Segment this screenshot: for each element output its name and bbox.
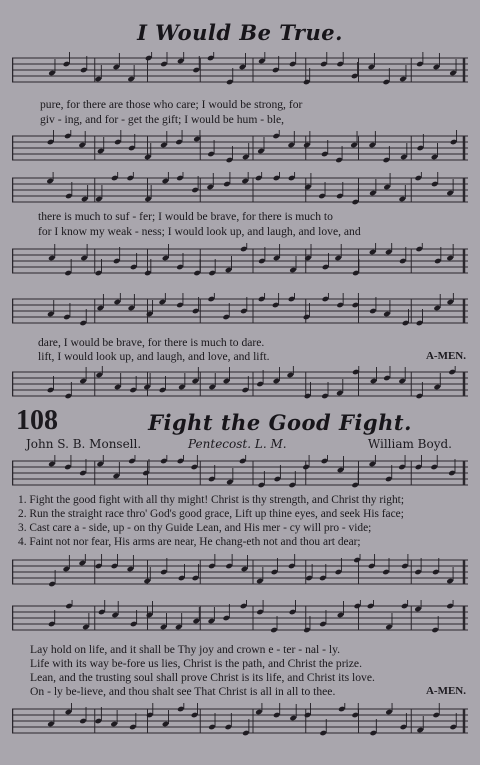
verse-2-line: Life with its way be-fore us lies, Christ is the path, and Christ the prize.	[30, 657, 362, 670]
amen-label: A-MEN.	[425, 685, 466, 697]
lyric-line: there is much to suf - fer; I would be brave, for there is much to	[38, 210, 333, 223]
author-credit: John S. B. Monsell.	[26, 437, 142, 451]
staff-bass-4	[12, 554, 468, 592]
lyric-line: giv - ing, and for - get the gift; I would be hum - ble,	[40, 113, 285, 126]
verse-3-line: Lean, and the trusting soul shall prove Christ is its life, and Christ its love.	[30, 671, 375, 684]
staff-bass-3	[12, 366, 468, 404]
verse-1-line: Lay hold on life, and it shall be Thy joy and crown e - ter - nal - ly.	[30, 643, 341, 656]
staff-treble-4	[12, 455, 468, 493]
verse-3-line: 3. Cast care a - side, up - on thy Guide Lean, and His mer - cy will pro - vide;	[18, 522, 372, 534]
lyric-line: dare, I would be brave, for there is much to dare.	[38, 336, 265, 349]
staff-treble-5	[12, 600, 468, 638]
staff-treble-2	[12, 172, 468, 210]
staff-bass-2	[12, 243, 468, 281]
staff-bass-5	[12, 703, 468, 741]
hymn-credits	[0, 437, 480, 455]
lyric-line: lift, I would look up, and laugh, and love, and lift.	[38, 350, 270, 363]
composer-credit: William Boyd.	[367, 437, 452, 451]
song-title-i-would-be-true: I Would Be True.	[137, 20, 343, 45]
hymn-number: 108	[16, 405, 58, 436]
lyric-line: for I know my weak - ness; I would look up, and laugh, and love, and	[38, 225, 361, 238]
verse-4-line: 4. Faint not nor fear, His arms are near, He chang-eth not and thou art dear;	[18, 536, 361, 548]
song-title-fight-the-good-fight: Fight the Good Fight.	[148, 410, 412, 435]
amen-label: A-MEN.	[425, 350, 466, 362]
tune-credit: Pentecost. L. M.	[188, 437, 287, 451]
verse-1-line: 1. Fight the good fight with all thy might! Christ is thy strength, and Christ thy right;	[18, 494, 405, 506]
staff-treble-1	[12, 52, 468, 90]
staff-treble-3	[12, 293, 468, 331]
verse-4-line: On - ly be-lieve, and thou shalt see That Christ is all in all to thee.	[30, 685, 336, 698]
verse-2-line: 2. Run the straight race thro' God's good grace, Lift up thine eyes, and seek His face;	[18, 508, 404, 520]
staff-bass-1	[12, 130, 468, 168]
lyric-line: pure, for there are those who care; I would be strong, for	[40, 98, 303, 111]
